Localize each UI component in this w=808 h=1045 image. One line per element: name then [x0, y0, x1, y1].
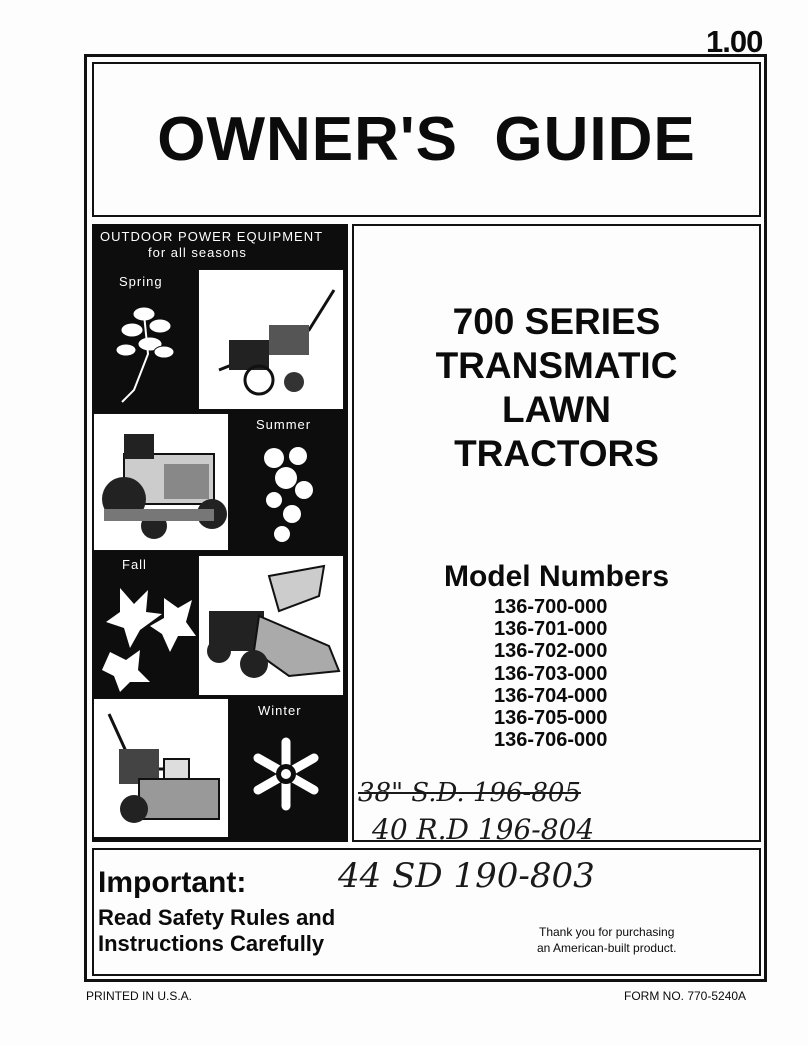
- important-heading: Important:: [98, 866, 247, 899]
- model-number: 136-702-000: [494, 640, 608, 663]
- season-label-winter: Winter: [258, 703, 302, 718]
- tiller-photo: [198, 269, 344, 410]
- seasons-heading: OUTDOOR POWER EQUIPMENT: [100, 229, 324, 244]
- thank-you-note: [537, 924, 676, 956]
- lawn-tractor-photo: [93, 413, 229, 551]
- version-number: 1.00: [706, 24, 763, 59]
- chipper-shredder-photo: [198, 555, 344, 696]
- spring-flower-icon: [104, 294, 188, 406]
- season-label-summer: Summer: [256, 417, 312, 432]
- model-numbers-heading: Model Numbers: [443, 560, 670, 593]
- thanks-line: Thank you for purchasing: [538, 925, 675, 939]
- series-line: 700 SERIES: [452, 301, 661, 342]
- safety-line: Read Safety Rules and: [98, 905, 336, 930]
- series-line: TRACTORS: [454, 433, 659, 474]
- series-title: [352, 300, 761, 476]
- model-number: 136-700-000: [494, 596, 608, 618]
- snow-thrower-photo: [93, 698, 229, 838]
- fall-leaves-icon: [100, 578, 198, 694]
- model-number: 136-705-000: [494, 707, 608, 730]
- handwritten-note: 44 SD 190-803: [338, 856, 595, 896]
- model-number: 136-706-000: [494, 729, 608, 752]
- printed-in-label: PRINTED IN U.S.A.: [86, 989, 193, 1003]
- seasons-subheading: for all seasons: [148, 245, 247, 260]
- series-line: TRANSMATIC: [435, 345, 678, 386]
- handwritten-note: 38" S.D. 196-805: [358, 778, 581, 808]
- thanks-line: an American-built product.: [537, 941, 677, 955]
- model-number: 136-704-000: [494, 684, 608, 707]
- safety-line: Instructions Carefully: [98, 931, 325, 956]
- safety-instructions: [98, 905, 335, 957]
- summer-flower-icon: [252, 438, 326, 548]
- snowflake-icon: [248, 736, 324, 812]
- season-label-spring: Spring: [119, 274, 163, 289]
- model-number: 136-701-000: [494, 618, 608, 641]
- handwritten-note: 40 R.D 196-804: [372, 813, 595, 846]
- page-title: OWNER'S GUIDE: [157, 105, 696, 174]
- series-line: LAWN: [502, 389, 611, 430]
- model-number: 136-703-000: [494, 662, 608, 685]
- form-number: FORM NO. 770-5240A: [624, 989, 747, 1003]
- model-numbers-list: [494, 596, 607, 751]
- season-label-fall: Fall: [122, 557, 147, 572]
